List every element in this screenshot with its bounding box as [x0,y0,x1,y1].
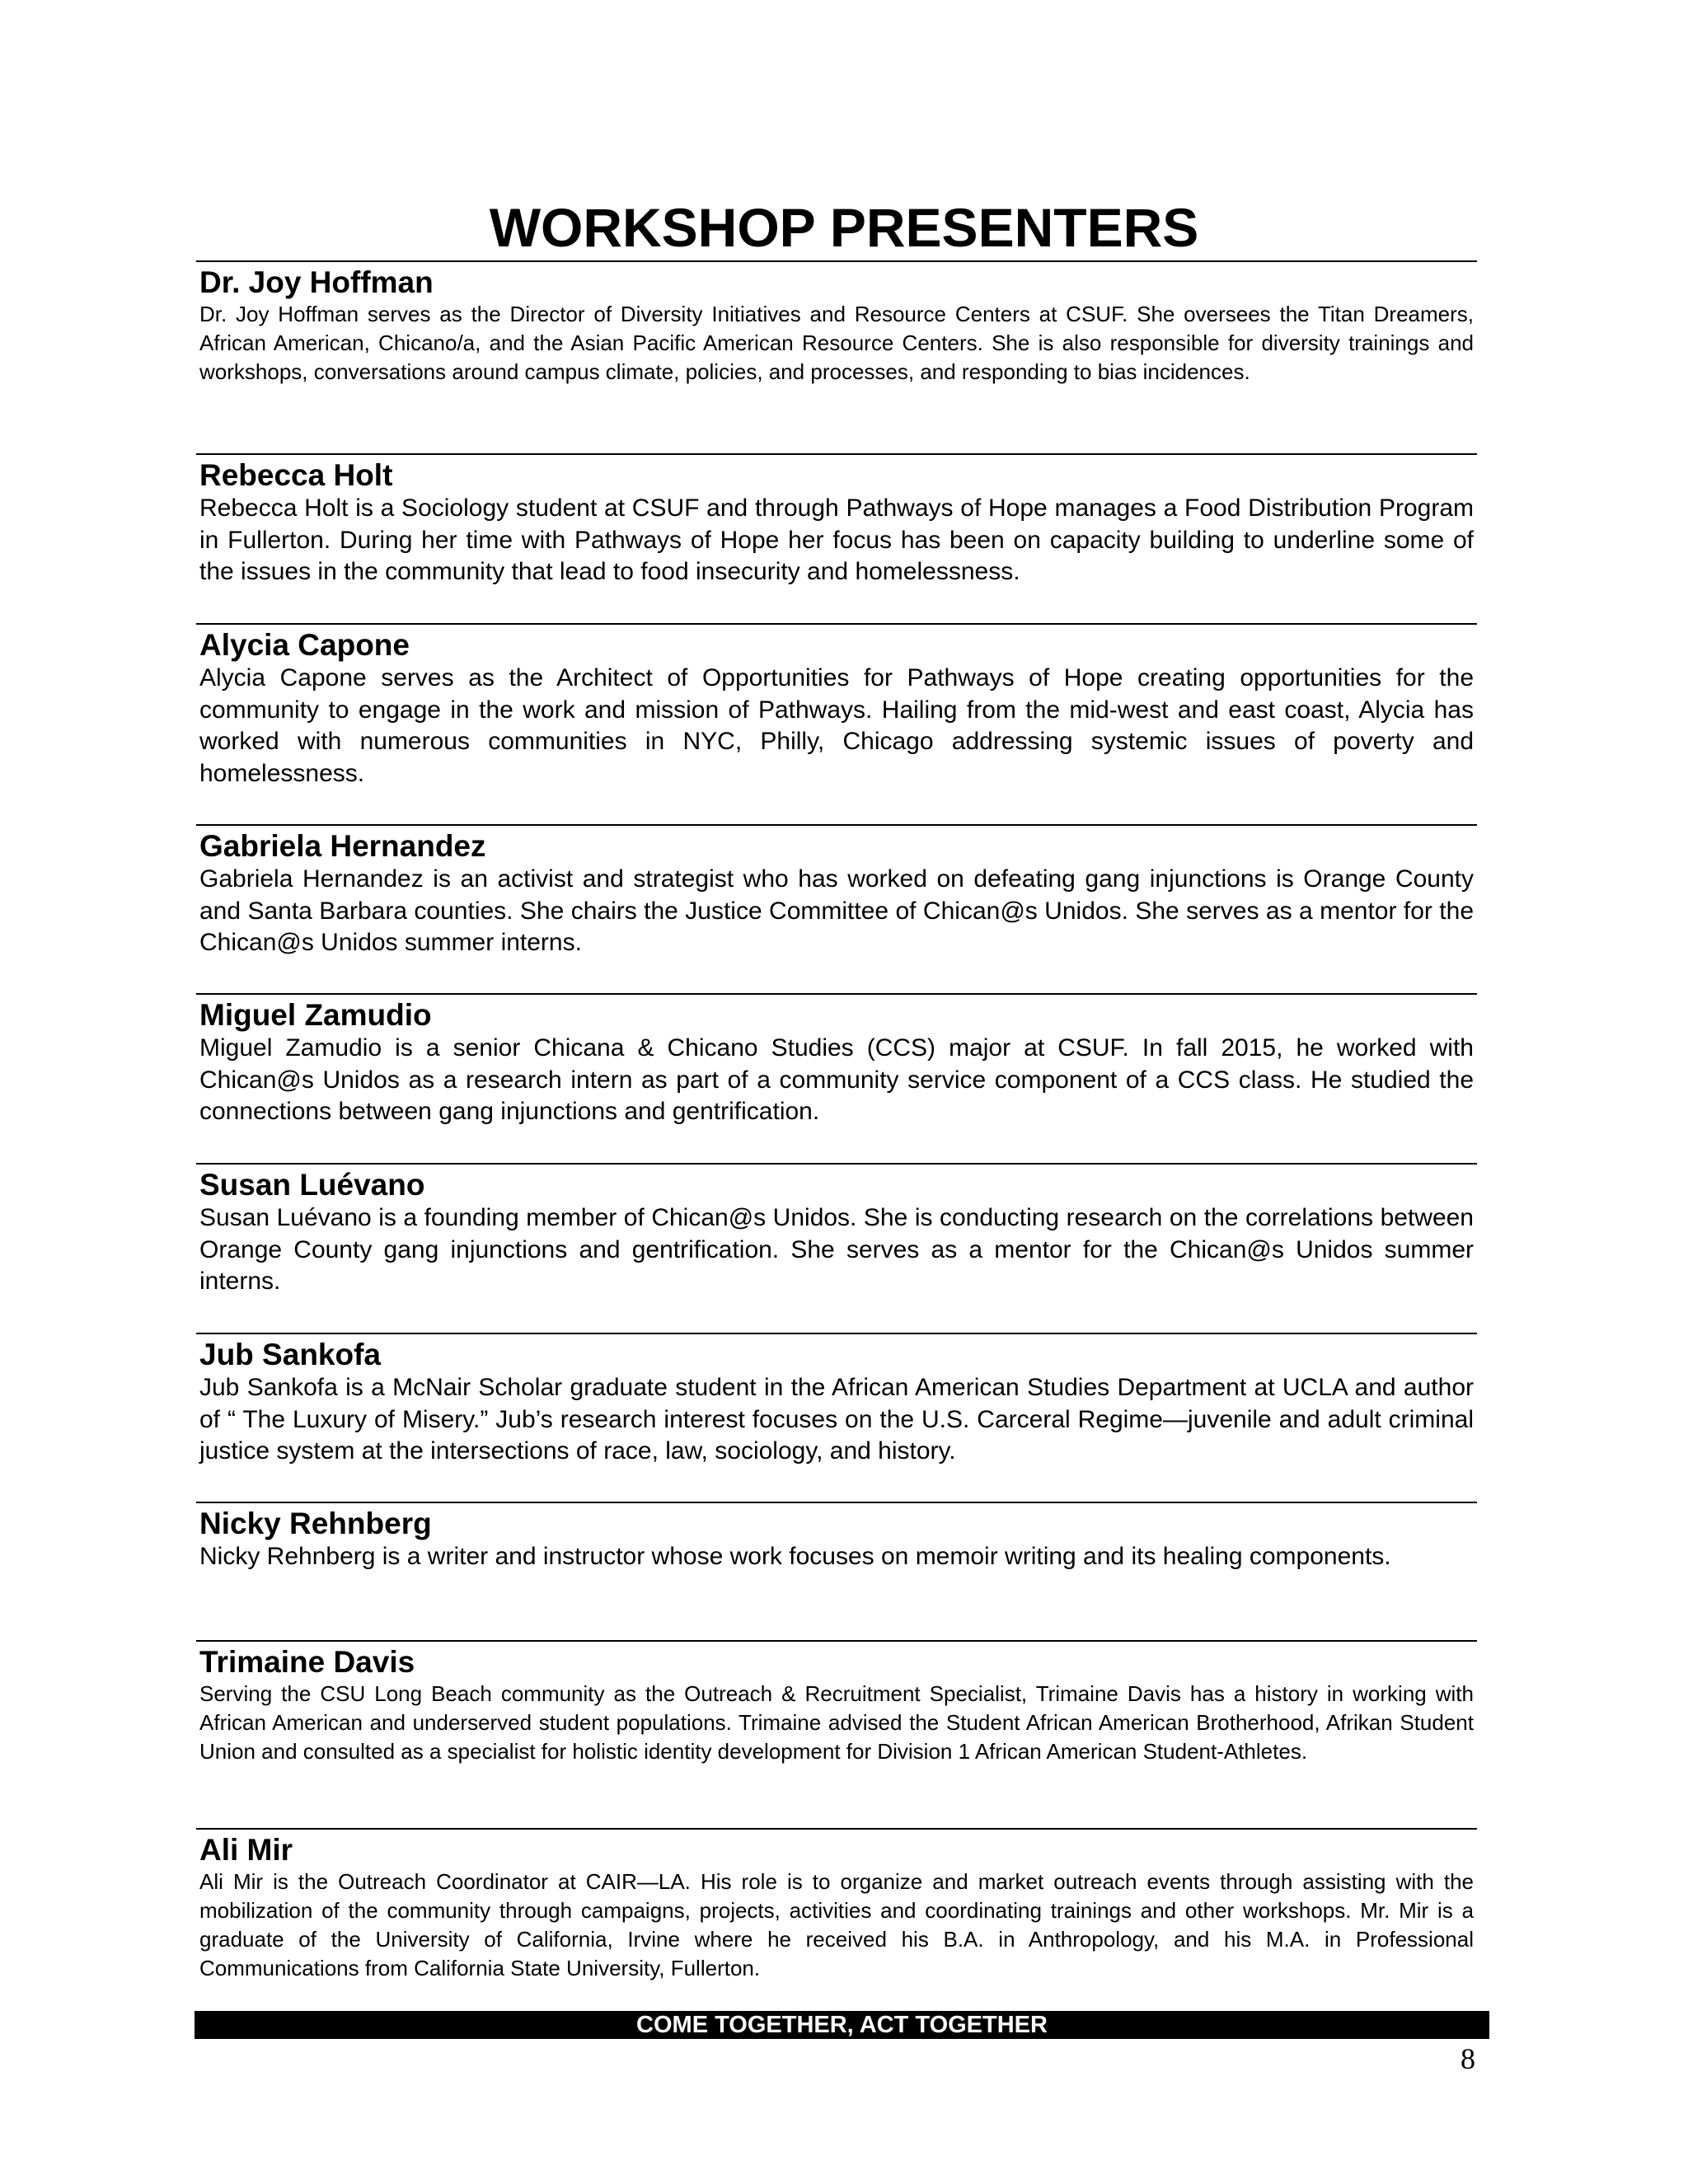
presenter-entry [196,1333,1477,1468]
page-number: 8 [1461,2042,1475,2075]
presenter-bio: Nicky Rehnberg is a writer and instructor whose work focuses on memoir writing and its healing components. [199,1543,1391,1570]
presenter-bio: Rebecca Holt is a Sociology student at CSUF and through Pathways of Hope manages a Food Distribution Program in Fullerton. During her time with Pathways of Hope her focus has been on capacity building to underline some of the issues in the community that lead to food insecurity and homelessness. [199,494,1474,585]
presenter-bio: Ali Mir is the Outreach Coordinator at CAIR—LA. His role is to organize and market outreach events through assisting with the mobilization of the community through campaigns, projects, activities and coordinating trainings and other workshops. Mr. Mir is a graduate of the University of California, Irvine where he received his B.A. in Anthropology, and his M.A. in Professional Communications from California State University, Fullerton. [199,1869,1474,1980]
presenter-name: Gabriela Hernandez [199,829,486,863]
presenter-entry [196,1502,1477,1573]
presenter-entry [196,1163,1477,1298]
presenter-name: Trimaine Davis [199,1645,415,1679]
presenter-name: Jub Sankofa [199,1338,381,1371]
presenter-entry [196,824,1477,959]
presenter-bio: Jub Sankofa is a McNair Scholar graduate student in the African American Studies Department at UCLA and author of “ The Luxury of Misery.” Jub’s research interest focuses on the U.S. Carceral Regime—juvenile and adult criminal justice system at the intersections of race, law, sociology, and history. [199,1374,1474,1465]
presenter-name: Dr. Joy Hoffman [199,265,434,299]
presenter-entry [196,623,1477,790]
presenter-entry [196,453,1477,588]
presenter-bio: Alycia Capone serves as the Architect of Opportunities for Pathways of Hope creating opportunities for the community to engage in the work and mission of Pathways. Hailing from the mid-west and east coast, Alycia has worked with numerous communities in NYC, Philly, Chicago addressing systemic issues of poverty and homelessness. [199,664,1474,787]
presenter-bio: Susan Luévano is a founding member of Chican@s Unidos. She is conducting research on the correlations between Orange County gang injunctions and gentrification. She serves as a mentor for the Chican@s Unidos summer interns. [199,1204,1474,1295]
presenter-name: Rebecca Holt [199,458,393,492]
footer-banner: COME TOGETHER, ACT TOGETHER [195,2011,1489,2039]
presenter-entry [196,260,1477,387]
presenter-bio: Gabriela Hernandez is an activist and strategist who has worked on defeating gang injunctions is Orange County and Santa Barbara counties. She chairs the Justice Committee of Chican@s Unidos. She serves as a mentor for the Chican@s Unidos summer interns. [199,865,1474,956]
presenter-name: Ali Mir [199,1833,293,1867]
presenter-entry [196,1640,1477,1766]
presenter-bio: Dr. Joy Hoffman serves as the Director of Diversity Initiatives and Resource Centers at CSUF. She oversees the Titan Dreamers, African American, Chicano/a, and the Asian Pacific American Resource Centers. She is also responsible for diversity trainings and workshops, conversations around campus climate, policies, and processes, and responding to bias incidences. [199,302,1474,384]
page-title: WORKSHOP PRESENTERS [489,197,1199,258]
presenter-name: Susan Luévano [199,1168,425,1202]
presenter-name: Miguel Zamudio [199,998,432,1032]
presenter-entry [196,993,1477,1128]
presenter-entry [196,1828,1477,1983]
presenter-name: Alycia Capone [199,628,410,662]
presenter-name: Nicky Rehnberg [199,1507,432,1540]
presenter-bio: Serving the CSU Long Beach community as the Outreach & Recruitment Specialist, Trimaine Davis has a history in working with African American and underserved student populations. Trimaine advised the Student African American Brotherhood, Afrikan Student Union and consulted as a specialist for holistic identity development for Division 1 African American Student-Athletes. [199,1681,1474,1764]
presenter-bio: Miguel Zamudio is a senior Chicana & Chicano Studies (CCS) major at CSUF. In fall 2015, he worked with Chican@s Unidos as a research intern as part of a community service component of a CCS class. He studied the connections between gang injunctions and gentrification. [199,1034,1474,1125]
